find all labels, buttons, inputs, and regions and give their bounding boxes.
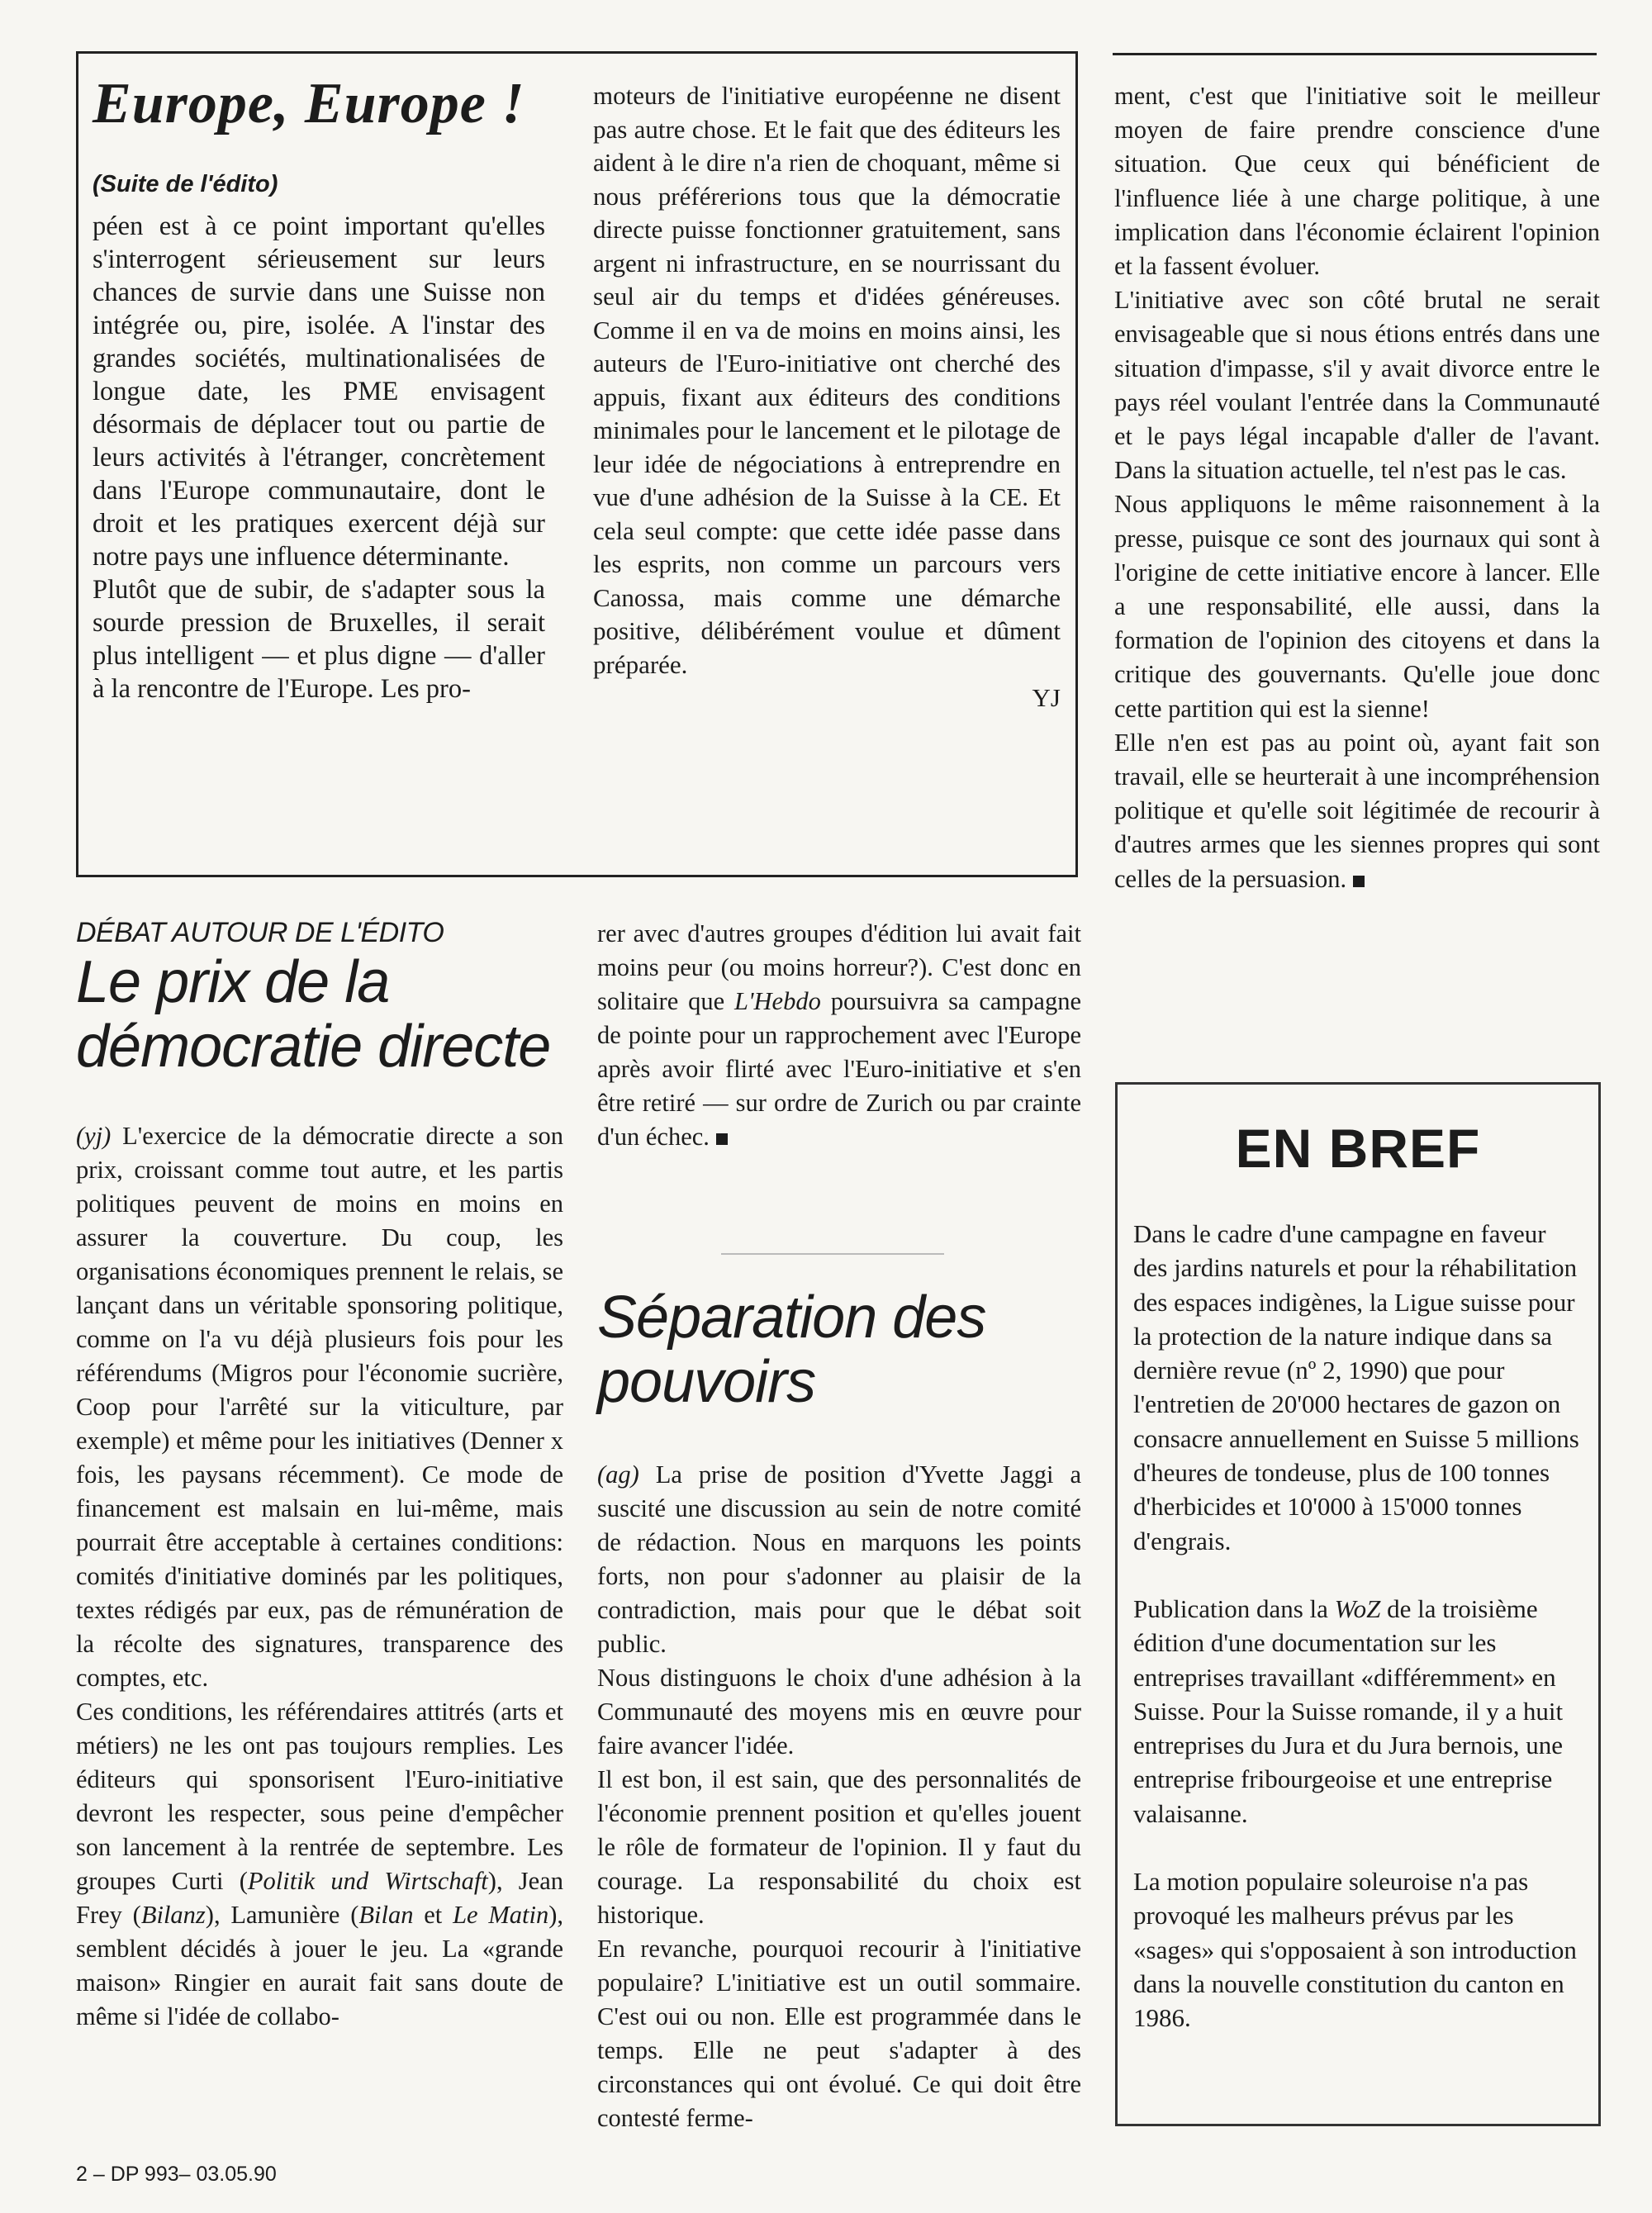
column-top-rule bbox=[1113, 53, 1597, 55]
debate-paragraph: Ces conditions, les référendaires attitrés (arts et métiers) ne les ont pas toujours remplies. Les éditeurs qui sponsorisent l'Euro-initiative devront les respecter, sous peine d'empêcher son lancement à la rentrée de septembre. Les groupes Curti (Politik und Wirtschaft), Jean Frey (Bilanz), Lamunière (Bilan et Le Matin), semblent décidés à jouer le jeu. La «grande maison» Ringier en aurait fait sans doute de même si l'idée de collabo- bbox=[76, 1698, 563, 2030]
publication-name: Le Matin bbox=[453, 1901, 549, 1929]
editorial-paragraph: péen est à ce point important qu'elles s'interrogent sérieusement sur leurs chances de survie dans une Suisse non intégrée ou, pire, isolée. A l'instar des grandes sociétés, multinationalisées de longue date, les PME envisagent désormais de déplacer tout ou partie de leurs activités à l'étranger, concrètement dans l'Europe communautaire, dont le droit et les pratiques exercent déjà sur notre pays une influence déterminante. bbox=[93, 211, 545, 572]
debate-column-1 bbox=[76, 1119, 563, 2034]
publication-name: WoZ bbox=[1334, 1593, 1381, 1623]
continuation-paragraph: L'initiative avec son côté brutal ne serait envisageable que si nous étions entrés dans une situation d'impasse, s'il y avait divorce entre le pays réel voulant l'entrée dans la Communauté et le pays légal incapable d'aller de l'avant. Dans la situation actuelle, tel n'est pas le cas. bbox=[1114, 286, 1600, 485]
in-brief-column bbox=[1133, 1217, 1583, 2035]
debate-paragraph: (yj) L'exercice de la démocratie directe a son prix, croissant comme tout autre, et les partis politiques peuvent de moins en moins en assurer la couverture. Du coup, les organisations économiques prennent le relais, se lançant dans un véritable sponsoring politique, comme on l'a vu déjà plusieurs fois pour les référendums (Migros pour l'économie sucrière, Coop pour l'arrêté sur la viticulture, par exemple) et même pour les initiatives (Denner x fois, les paysans récemment). Ce mode de financement est malsain en lui-même, mais pourrait être acceptable à certaines conditions: comités d'initiative dominés par les politiques, textes rédigés par eux, pas de rémunération de la récolte des signatures, transparence des comptes, etc. bbox=[76, 1122, 564, 1692]
continuation-column bbox=[1114, 79, 1600, 896]
editorial-signature: YJ bbox=[1032, 683, 1061, 712]
separation-column bbox=[597, 1458, 1081, 2135]
publication-name: Bilan bbox=[358, 1901, 414, 1929]
editorial-paragraph: Plutôt que de subir, de s'adapter sous la sourde pression de Bruxelles, il serait plus intelligent — et plus digne — d'aller à la rencontre de l'Europe. Les pro- bbox=[93, 575, 545, 704]
editorial-title: Europe, Europe ! bbox=[93, 72, 525, 135]
publication-name: Bilanz bbox=[140, 1901, 206, 1929]
in-brief-item: La motion populaire soleuroise n'a pas provoqué les malheurs prévus par les «sages» qui s'opposaient à son introduction dans la nouvelle constitution du canton en 1986. bbox=[1133, 1867, 1577, 2033]
debate-paragraph: rer avec d'autres groupes d'édition lui avait fait moins peur (ou moins horreur?). C'est donc en solitaire que L'Hebdo poursuivra sa campagne de pointe pour un rapprochement avec l'Europe après avoir flirté avec l'Euro-initiative et s'en être retiré — sur ordre de Zurich ou par crainte d'un échec. bbox=[597, 919, 1081, 1151]
editorial-paragraph: moteurs de l'initiative européenne ne disent pas autre chose. Et le fait que des éditeurs les aident à le dire n'a rien de choquant, même si nous préférerions tous que la démocratie directe puisse fonctionner gratuitement, sans argent ni infrastructure, en se nourrissant du seul air du temps et d'idées généreuses. Comme il en va de moins en moins ainsi, les auteurs de l'Euro-initiative ont cherché des appuis, fixant aux éditeurs des conditions minimales pour le lancement et le pilotage de leur idée de négociations à entreprendre en vue d'une adhésion de la Suisse à la CE. Et cela seul compte: que cette idée passe dans les esprits, non comme un parcours vers Canossa, mais comme une démarche positive, délibérément voulue et dûment préparée. bbox=[593, 81, 1061, 679]
separation-paragraph: Il est bon, il est sain, que des personnalités de l'économie prennent position et qu'elles jouent le rôle de formateur de l'opinion. Il y faut du courage. La responsabilité du choix est historique. bbox=[597, 1765, 1081, 1929]
continuation-paragraph bbox=[1114, 726, 1600, 896]
separation-paragraph: Nous distinguons le choix d'une adhésion à la Communauté des moyens mis en œuvre pour faire avancer l'idée. bbox=[597, 1664, 1081, 1759]
in-brief-title: EN BREF bbox=[1235, 1118, 1481, 1179]
end-mark-icon bbox=[716, 1133, 728, 1145]
continuation-paragraph: Nous appliquons le même raisonnement à la presse, puisque ce sont des journaux qui sont à l'origine de cette initiative encore à lancer. Elle a une responsabilité, elle aussi, dans la formation de l'opinion des citoyens et dans la critique des gouvernants. Qu'elle joue donc cette partition qui est la sienne! bbox=[1114, 490, 1600, 723]
separation-paragraph: (ag) La prise de position d'Yvette Jaggi a suscité une discussion au sein de notre comité de rédaction. Nous en marquons les points forts, non pour s'adonner au plaisir de la contradiction, mais pour que le débat soit public. bbox=[597, 1460, 1081, 1658]
publication-name: L'Hebdo bbox=[734, 987, 821, 1015]
end-mark-icon bbox=[1353, 876, 1365, 887]
publication-name: Politik und Wirtschaft bbox=[247, 1867, 488, 1895]
in-brief-item: Dans le cadre d'une campagne en faveur des jardins naturels et pour la réhabilitation des espaces indigènes, la Ligue suisse pour la protection de la nature indique dans sa dernière revue (nº 2, 1990) que pour l'entretien de 20'000 hectares de gazon on consacre annuellement en Suisse 5 millions d'heures de tondeuse, plus de 100 tonnes d'herbicides et 10'000 à 15'000 tonnes d'engrais. bbox=[1133, 1219, 1579, 1555]
continuation-paragraph: ment, c'est que l'initiative soit le meilleur moyen de faire prendre conscience d'une situation. Que ceux qui bénéficient de l'influence liée à une charge politique, à une implication dans l'économie éclairent l'opinion et la fassent évoluer. bbox=[1114, 82, 1600, 281]
in-brief-item: Publication dans la WoZ de la troisième édition d'une documentation sur les entreprises travaillant «différemment» en Suisse. Pour la Suisse romande, il y a huit entreprises du Jura et du Jura bernois, une entreprise fribourgeoise et une entreprise valaisanne. bbox=[1133, 1593, 1564, 1828]
separation-paragraph: En revanche, pourquoi recourir à l'initiative populaire? L'initiative est un outil sommaire. C'est oui ou non. Elle est programmée dans le temps. Elle ne peut s'adapter à des circonstances qui ont évolué. Ce qui doit être contesté ferme- bbox=[597, 1935, 1081, 2132]
separation-headline bbox=[597, 1285, 985, 1414]
editorial-column-1 bbox=[93, 210, 545, 705]
separation-headline-line: pouvoirs bbox=[597, 1349, 816, 1415]
debate-kicker: DÉBAT AUTOUR DE L'ÉDITO bbox=[76, 917, 444, 948]
editorial-continuation-label: (Suite de l'édito) bbox=[93, 171, 278, 197]
page-footer: 2 – DP 993– 03.05.90 bbox=[76, 2163, 277, 2186]
debate-headline-line: démocratie directe bbox=[76, 1014, 551, 1080]
debate-headline-line: Le prix de la bbox=[76, 949, 390, 1015]
article-separator bbox=[721, 1253, 944, 1255]
debate-column-2 bbox=[597, 917, 1081, 1154]
debate-headline bbox=[76, 950, 550, 1079]
separation-byline: (ag) bbox=[597, 1460, 639, 1489]
editorial-column-2 bbox=[593, 79, 1061, 715]
separation-headline-line: Séparation des bbox=[597, 1285, 986, 1351]
continuation-last-text: Elle n'en est pas au point où, ayant fait son travail, elle se heurterait à une incompréhension politique et qu'elle soit légitimée de recourir à d'autres armes que les siennes propres qui sont celles de la persuasion. bbox=[1114, 728, 1600, 893]
debate-byline: (yj) bbox=[76, 1122, 112, 1150]
